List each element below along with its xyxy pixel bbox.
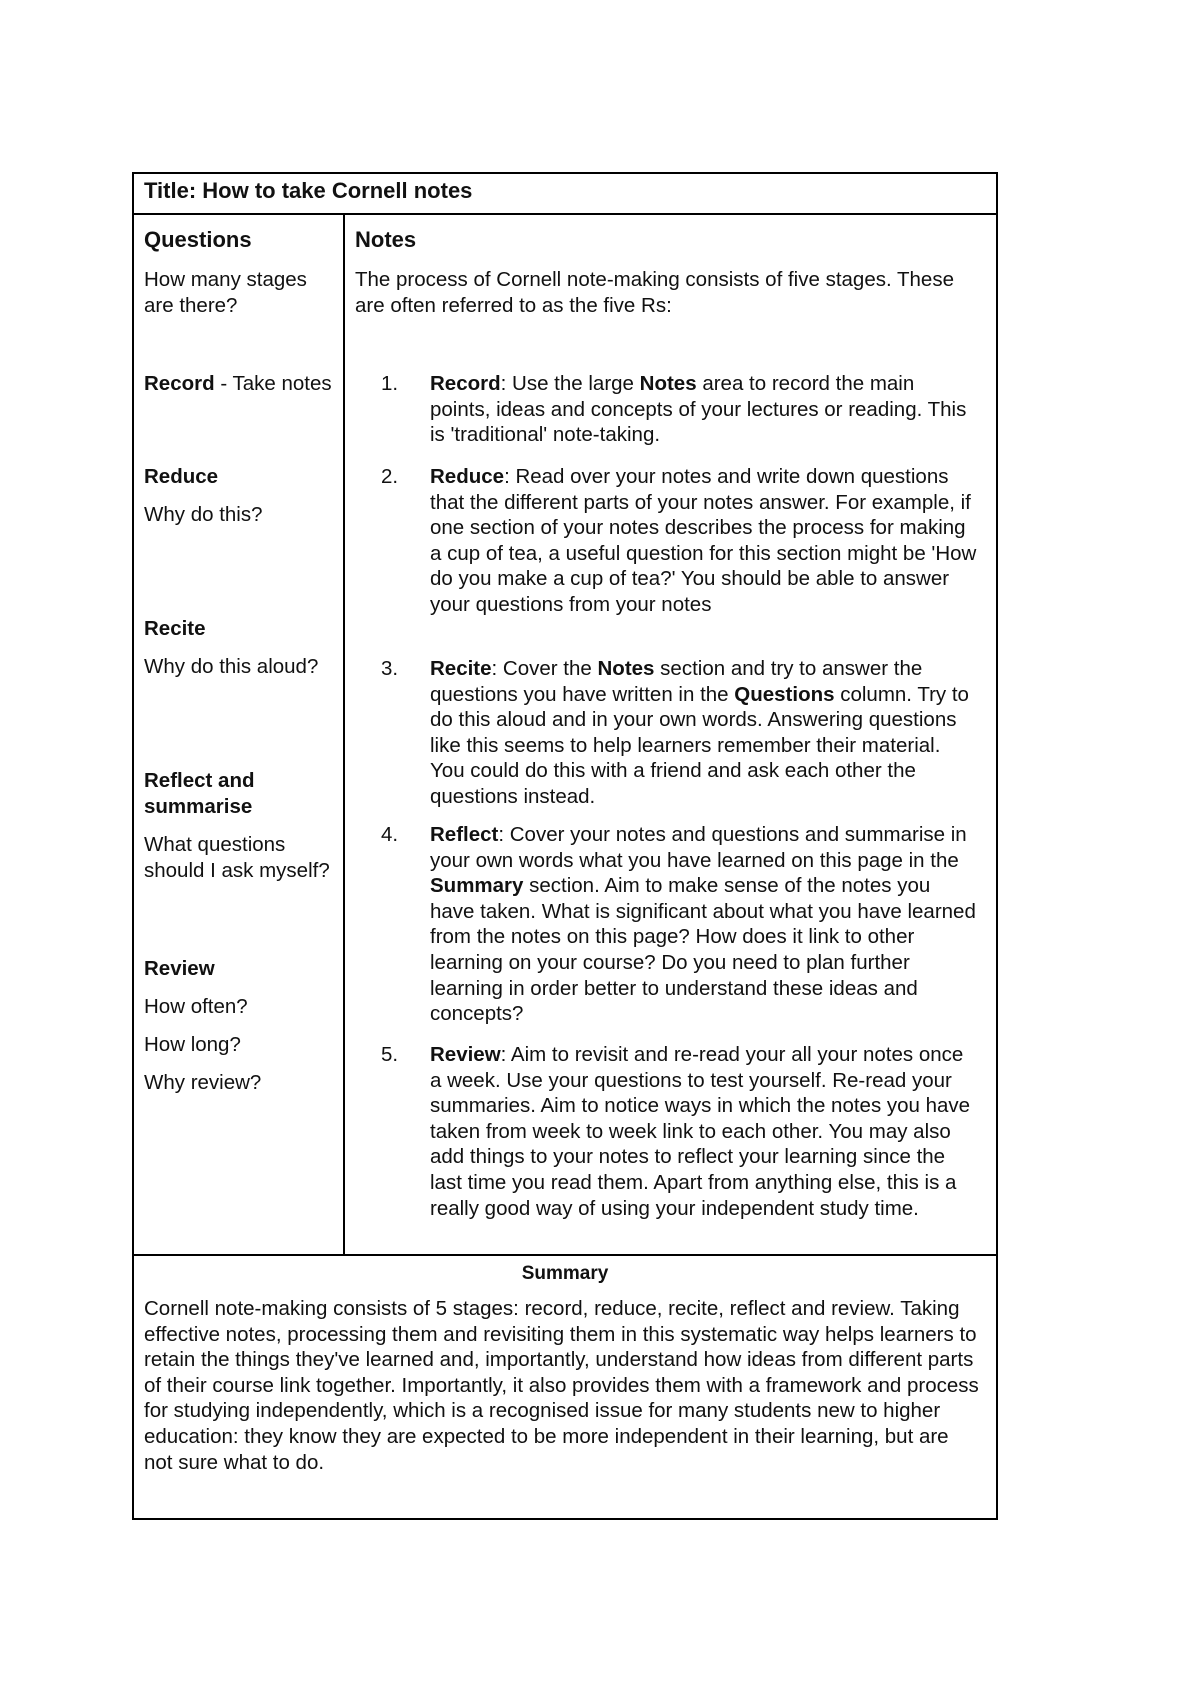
summary-heading: Summary [521,1263,609,1284]
list-text [430,371,978,448]
term-recite: Recite [144,617,206,640]
list-text-part: : Cover the [491,657,598,680]
notes-column [345,215,996,1254]
question-record [144,371,339,397]
page-title: Title: How to take Cornell notes [134,174,996,215]
term-reflect: Reflect and summarise [144,769,255,818]
list-number: 3. [381,657,399,680]
list-number: 5. [381,1043,399,1066]
question-review-long: How long? [144,1033,241,1056]
list-number: 4. [381,823,399,846]
term-reduce: Reduce [144,465,219,488]
list-text-part: : Use the large [500,372,640,395]
list-text-part: area to record the main points, ideas and concepts of your lectures or reading. This is 'traditional' note-taking. [430,372,967,447]
list-text-part: : Cover your notes and questions and summarise in your own words what you have learned on this page in the [430,823,967,872]
list-text [430,656,978,810]
cornell-notes-sheet [132,172,998,1520]
list-bold-part: Summary [430,874,524,898]
list-number: 2. [381,465,399,488]
term-review: Review [144,957,215,980]
list-text-part: : Aim to revisit and re-read your all your notes once a week. Use your questions to test yourself. Re-read your summaries. Aim to notice ways in which the notes you have taken from week to week link to each other. You may also add things to your notes to reflect your learning since the last time you read them. Apart from anything else, this is a really good way of using your independent study time. [430,1043,971,1220]
question-stages: How many stages are there? [144,268,307,317]
list-term: Recite [430,657,492,680]
question-reduce: Why do this? [144,503,263,526]
list-term: Reflect [430,823,499,846]
list-term: Reduce [430,465,505,488]
question-review-often: How often? [144,995,248,1018]
question-review-why: Why review? [144,1071,262,1094]
questions-heading: Questions [144,227,252,252]
list-text-part: column. Try to do this aloud and in your own words. Answering questions like this seems to help learners remember their material. You could do this with a friend and ask each other the questions instead. [430,682,969,808]
summary-text: Cornell note-making consists of 5 stages: record, reduce, recite, reflect and review. Taking effective notes, processing them and revisiting them in this systematic way helps learners to retain the things they've learned and, importantly, understand how ideas from different parts of their course link together. Importantly, it also provides them with a framework and process for studying independently, which is a recognised issue for many students new to higher education: they know they are expected to be more independent in their learning, but are not sure what to do. [144,1297,979,1474]
list-term: Record [430,372,501,395]
summary-section [134,1254,996,1518]
notes-heading: Notes [355,227,417,252]
list-text [430,822,978,1027]
list-number: 1. [381,372,399,395]
term-record: Record [144,372,215,395]
questions-column [134,215,345,1254]
list-bold-part: Notes [597,657,655,680]
list-term: Review [430,1043,501,1066]
list-text [430,1042,978,1221]
notes-intro: The process of Cornell note-making consists of five stages. These are often referred to as the five Rs: [355,268,954,317]
list-text-part: section and try to answer the questions you have written in the [430,657,923,706]
list-text-part: section. Aim to make sense of the notes you have taken. What is significant about what you have learned from the notes on this page? How does it link to other learning on your course? Do you need to plan further learning in order better to understand these ideas and concepts? [430,874,976,1026]
list-bold-part: Notes [639,372,697,395]
list-text-part: : Read over your notes and write down questions that the different parts of your notes answer. For example, if one section of your notes describes the process for making a cup of tea, a useful question for this section might be 'How do you make a cup of tea?' You should be able to answer your questions from your notes [430,465,977,616]
list-text [430,464,978,618]
question-record-rest: - Take notes [214,372,332,395]
question-reflect: What questions should I ask myself? [144,833,330,882]
question-recite: Why do this aloud? [144,655,319,678]
list-bold-part: Questions [734,682,835,706]
